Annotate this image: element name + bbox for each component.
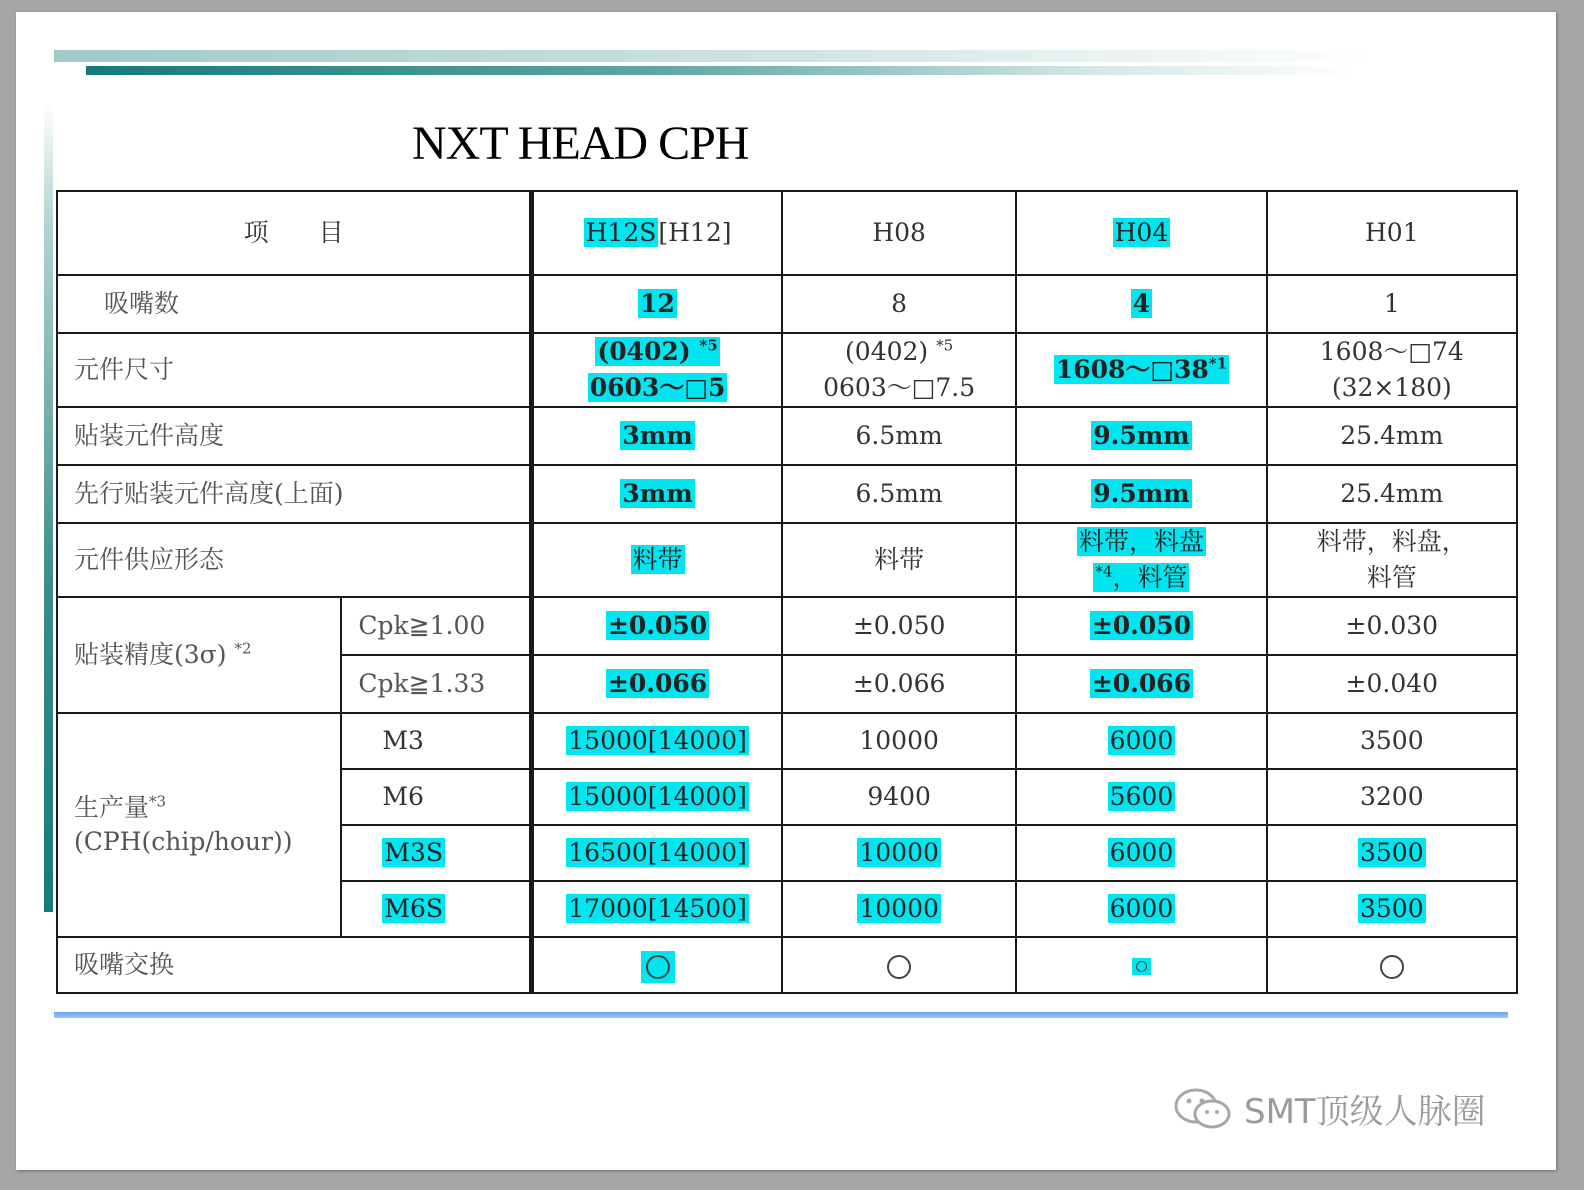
sub-label: Cpk≧1.33 [341, 655, 531, 713]
cell: 3500 [1267, 713, 1517, 769]
cell: ±0.066 [1016, 655, 1266, 713]
cell [782, 937, 1016, 993]
cell: 1608～□74 (32×180) [1267, 333, 1517, 407]
cell: 6.5mm [782, 407, 1016, 465]
cell: 3200 [1267, 769, 1517, 825]
slide [16, 12, 1556, 1170]
table-row [57, 275, 1517, 333]
cell: 10000 [782, 881, 1016, 937]
cell: ±0.066 [782, 655, 1016, 713]
circle-mark-icon [1380, 955, 1404, 979]
watermark [1172, 1084, 1486, 1133]
cell: 9.5mm [1016, 407, 1266, 465]
cell: ±0.066 [532, 655, 782, 713]
cell: 9400 [782, 769, 1016, 825]
cell: 3500 [1267, 825, 1517, 881]
top-decor-bar-dark [86, 66, 1356, 75]
cell: 8 [782, 275, 1016, 333]
cell: 3500 [1267, 881, 1517, 937]
watermark-text: SMT顶级人脉圈 [1244, 1092, 1486, 1132]
row-label-nozzle-change: 吸嘴交换 [57, 937, 532, 993]
table-row [57, 597, 1517, 655]
cell: ±0.030 [1267, 597, 1517, 655]
cell: ±0.050 [1016, 597, 1266, 655]
header-h01: H01 [1267, 191, 1517, 275]
header-h08: H08 [782, 191, 1016, 275]
cell: 1608～□38$^{*1}$ [1016, 333, 1266, 407]
cell: 6000 [1016, 825, 1266, 881]
row-label-supply: 元件供应形态 [57, 523, 532, 597]
row-label-output: 生产量$^{*3}$ (CPH(chip/hour)) [57, 713, 341, 937]
circle-mark-icon [646, 955, 670, 979]
cell: 6000 [1016, 713, 1266, 769]
row-label-size: 元件尺寸 [57, 333, 532, 407]
cell: 料带 [782, 523, 1016, 597]
sub-label: Cpk≧1.00 [341, 597, 531, 655]
sub-label: M3S [341, 825, 531, 881]
cell: ±0.050 [532, 597, 782, 655]
cell: 15000[14000] [532, 713, 782, 769]
bottom-decor-line [54, 1012, 1508, 1018]
cell: ±0.050 [782, 597, 1016, 655]
table-row [57, 523, 1517, 597]
cell [1016, 937, 1266, 993]
cell: ±0.040 [1267, 655, 1517, 713]
row-label-height: 贴装元件高度 [57, 407, 532, 465]
cell: 3mm [532, 465, 782, 523]
cell: 12 [532, 275, 782, 333]
table-row [57, 465, 1517, 523]
sub-label: M3 [341, 713, 531, 769]
header-h04: H04 [1016, 191, 1266, 275]
row-label-nozzles: 吸嘴数 [57, 275, 532, 333]
spec-table [56, 190, 1518, 994]
sub-label: M6S [341, 881, 531, 937]
cell: 25.4mm [1267, 407, 1517, 465]
wechat-icon [1172, 1086, 1234, 1132]
table-row [57, 333, 1517, 407]
header-h12s: H12S[H12] [532, 191, 782, 275]
cell: 17000[14500] [532, 881, 782, 937]
cell: 1 [1267, 275, 1517, 333]
table-row [57, 407, 1517, 465]
cell: 3mm [532, 407, 782, 465]
cell: 15000[14000] [532, 769, 782, 825]
table-row [57, 937, 1517, 993]
circle-mark-icon [887, 955, 911, 979]
cell: (0402) $^{*5}$ 0603～□5 [532, 333, 782, 407]
cell: 料带 [532, 523, 782, 597]
cell: 料带，料盘 $^{*4}$，料管 [1016, 523, 1266, 597]
cell: 16500[14000] [532, 825, 782, 881]
slide-title: NXT HEAD CPH [412, 117, 749, 170]
cell: 10000 [782, 825, 1016, 881]
cell: 料带，料盘， 料管 [1267, 523, 1517, 597]
cell: 9.5mm [1016, 465, 1266, 523]
cell: 4 [1016, 275, 1266, 333]
cell: 6.5mm [782, 465, 1016, 523]
cell: 25.4mm [1267, 465, 1517, 523]
sub-label: M6 [341, 769, 531, 825]
table-row [57, 713, 1517, 769]
cell: 5600 [1016, 769, 1266, 825]
cell: (0402) $^{*5}$ 0603～□7.5 [782, 333, 1016, 407]
cell [532, 937, 782, 993]
circle-mark-icon [1136, 961, 1147, 972]
left-decor-bar [44, 102, 53, 912]
top-decor-bar-light [54, 50, 1374, 62]
cell: 6000 [1016, 881, 1266, 937]
row-label-accuracy: 贴装精度(3σ) $^{*2}$ [57, 597, 341, 713]
table-header-row [57, 191, 1517, 275]
header-item: 项 目 [57, 191, 532, 275]
cell: 10000 [782, 713, 1016, 769]
cell [1267, 937, 1517, 993]
row-label-prior-height: 先行贴装元件高度(上面) [57, 465, 532, 523]
